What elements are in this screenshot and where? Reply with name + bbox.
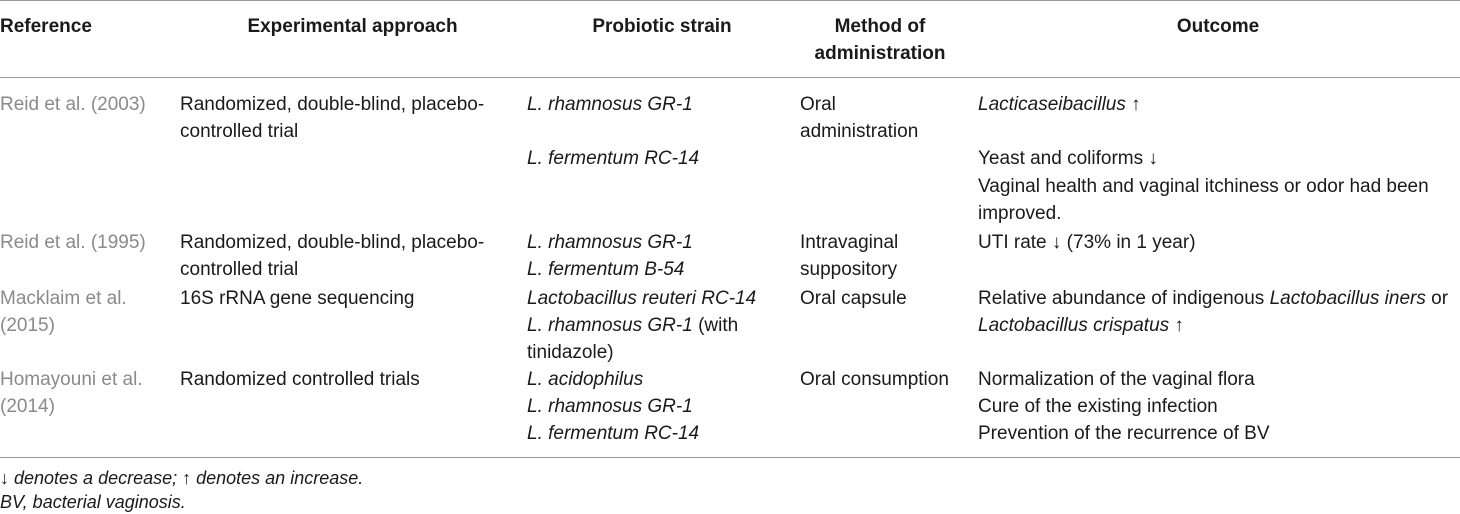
strain-cell: L. fermentum RC-14 [527,423,700,444]
approach-cell: Randomized controlled trials [180,369,420,390]
footnote-arrows: ↓ denotes a decrease; ↑ denotes an increase. [0,468,364,488]
method-cell-l2: suppository [800,259,898,280]
strain-note: (with [692,315,739,336]
strain-name: L. rhamnosus GR-1 [527,315,693,336]
method-cell-l1: Oral [800,94,836,115]
reference-cell-l2: (2015) [0,315,55,336]
approach-cell-l1: Randomized, double-blind, placebo- [180,232,485,253]
method-cell-l2: administration [800,121,919,142]
approach-cell-l2: controlled trial [180,259,299,280]
col-header-method-l1: Method of [834,16,926,37]
header-bottom-rule [0,77,1460,78]
outcome-cell: Yeast and coliforms ↓ [978,148,1158,169]
reference-cell-l1: Homayouni et al. [0,369,143,390]
table-top-rule [0,0,1460,1]
approach-cell-l2: controlled trial [180,121,299,142]
outcome-cell-l1 [978,285,1448,312]
outcome-cell-l2 [978,312,1184,339]
strain-cell: L. rhamnosus GR-1 [527,396,693,417]
strain-cell: Lactobacillus reuteri RC-14 [527,288,757,309]
reference-cell: Reid et al. (2003) [0,94,146,115]
footnote-abbreviation: BV, bacterial vaginosis. [0,492,186,512]
strain-cell: L. rhamnosus GR-1 [527,94,693,115]
method-cell-l1: Intravaginal [800,232,899,253]
col-header-reference: Reference [0,16,92,37]
outcome-species: Lactobacillus crispatus [978,315,1170,336]
outcome-arrow: ↑ [1125,94,1141,115]
outcome-cell: Cure of the existing infection [978,396,1218,417]
outcome-cell-l2: improved. [978,203,1062,224]
strain-cell: L. rhamnosus GR-1 [527,232,693,253]
outcome-text: Relative abundance of indigenous [978,288,1270,309]
outcome-genus: Lacticaseibacillus [978,94,1126,115]
strain-cell [527,312,738,339]
reference-cell-l2: (2014) [0,396,55,417]
col-header-strain: Probiotic strain [592,16,732,37]
strain-cell: L. fermentum RC-14 [527,148,700,169]
col-header-method-l2: administration [814,43,946,64]
outcome-cell-l1: Vaginal health and vaginal itchiness or odor had been [978,176,1429,197]
strain-cell: L. acidophilus [527,369,644,390]
outcome-cell: UTI rate ↓ (73% in 1 year) [978,232,1196,253]
strain-cell: L. fermentum B-54 [527,259,685,280]
col-header-outcome: Outcome [1176,16,1260,37]
strain-cell-l2: tinidazole) [527,342,614,363]
outcome-cell: Normalization of the vaginal flora [978,369,1255,390]
outcome-arrow: ↑ [1169,315,1184,336]
method-cell: Oral capsule [800,288,907,309]
col-header-approach: Experimental approach [247,16,458,37]
method-cell: Oral consumption [800,369,949,390]
approach-cell: 16S rRNA gene sequencing [180,288,415,309]
outcome-text: or [1425,288,1449,309]
outcome-cell: Prevention of the recurrence of BV [978,423,1270,444]
reference-cell: Reid et al. (1995) [0,232,146,253]
outcome-species: Lactobacillus iners [1269,288,1426,309]
outcome-cell [978,91,1141,118]
reference-cell-l1: Macklaim et al. [0,288,127,309]
table-bottom-rule [0,457,1460,458]
approach-cell-l1: Randomized, double-blind, placebo- [180,94,485,115]
